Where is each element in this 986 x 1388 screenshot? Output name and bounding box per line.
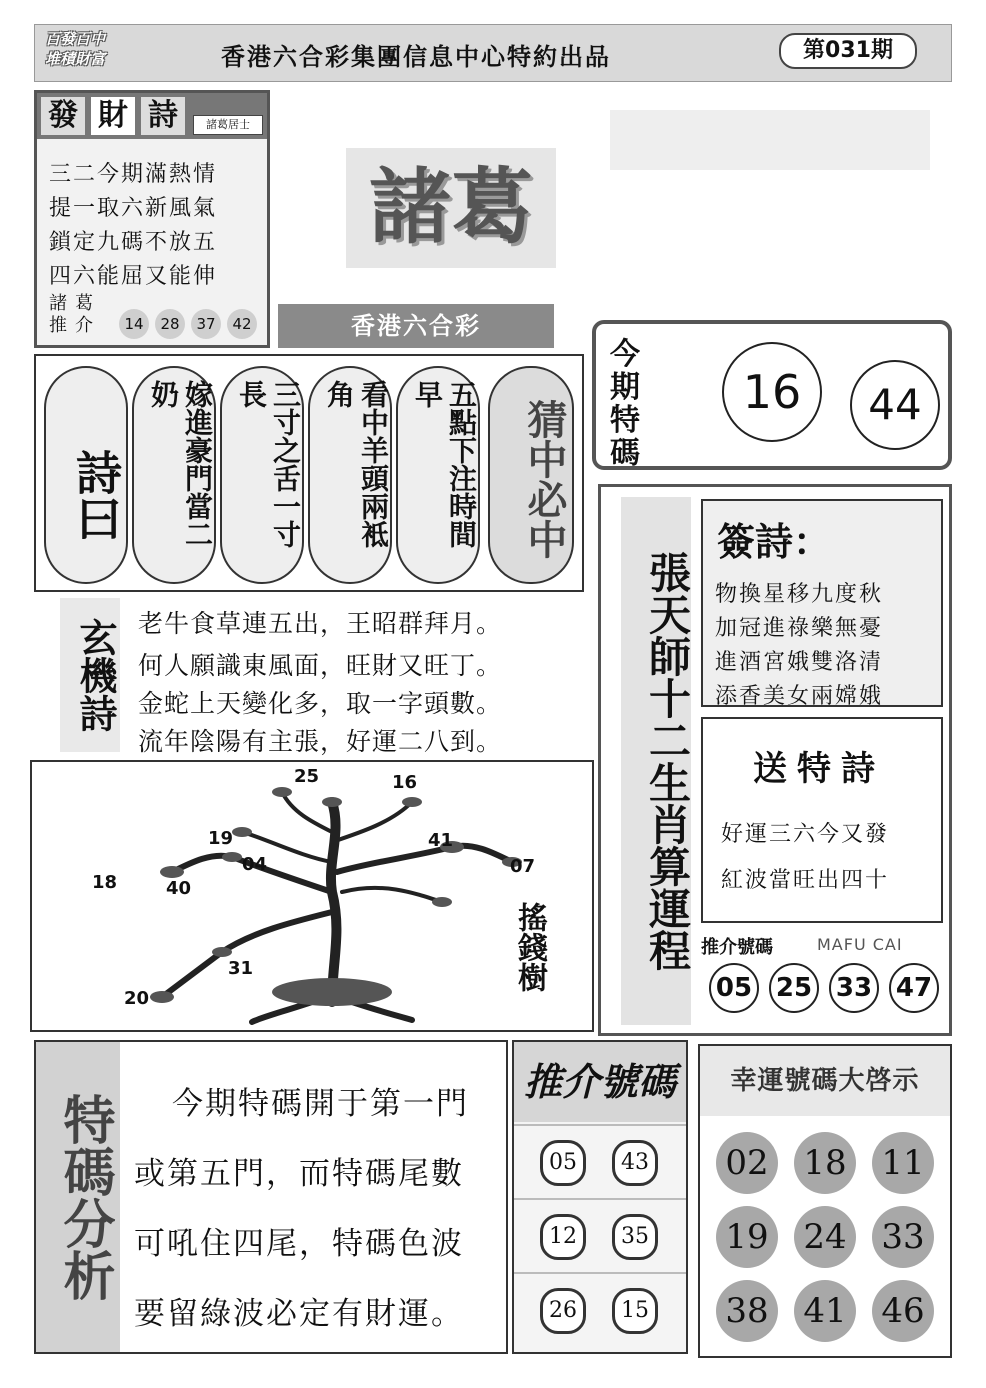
analysis-line: 今期特碼開于第一門 (172, 1086, 469, 1122)
qian-poem-box (701, 499, 943, 707)
tree-number: 25 (294, 766, 320, 787)
recommend-numbers-title: 推介號碼 (514, 1042, 686, 1122)
special-analysis-box (34, 1040, 508, 1354)
recommend-row (514, 1198, 686, 1272)
tree-number: 40 (166, 878, 192, 899)
today-special-box (592, 320, 952, 470)
xuanji-line: 流年陰陽有主張，好運二八到。 (138, 727, 503, 756)
qian-title: 簽詩： (717, 520, 832, 564)
tree-number: 31 (228, 958, 254, 979)
xuanji-line: 金蛇上天變化多，取一字頭數。 (138, 689, 503, 718)
analysis-line: 或第五門，而特碼尾數 (134, 1156, 464, 1192)
money-tree-caption: 搖錢樹 (512, 902, 547, 992)
special-analysis-title: 特碼分析 (36, 1042, 120, 1352)
shiyue-line: 五點下注時間早 (411, 380, 478, 548)
recommend-numbers-box (512, 1040, 688, 1354)
shiyue-line: 看中羊頭兩袛角 (323, 380, 390, 548)
tree-number: 41 (428, 830, 454, 851)
today-special-number: 44 (850, 360, 940, 450)
qian-line: 物換星移九度秋 (715, 582, 884, 607)
lucky-number: 18 (794, 1132, 856, 1194)
recommend-label: 推介號碼 (701, 937, 773, 958)
qian-line: 進酒宮娥雙洛清 (715, 650, 884, 675)
facai-title-char: 詩 (141, 97, 185, 135)
tree-number: 07 (510, 856, 536, 877)
xuanji-line: 何人願識東風面，旺財又旺丁。 (138, 651, 503, 680)
money-tree-box (30, 760, 594, 1032)
lottery-name-bar: 香港六合彩 (278, 304, 554, 348)
shiyue-label: 詩曰 (69, 449, 123, 541)
shiyue-line-pill (132, 366, 216, 584)
recommend-shield-number: 15 (612, 1288, 658, 1334)
facai-number: 14 (119, 309, 149, 339)
analysis-line: 要留綠波必定有財運。 (134, 1296, 464, 1332)
shiyue-tagline-pill (488, 366, 574, 584)
lucky-number: 02 (716, 1132, 778, 1194)
facai-line: 三二今期滿熱情 (49, 162, 218, 187)
facai-number: 28 (155, 309, 185, 339)
facai-title-bar (37, 93, 267, 139)
recommend-sub-label: MAFU CAI (817, 935, 903, 954)
tree-number: 04 (242, 854, 268, 875)
facai-line: 四六能屈又能伸 (49, 264, 218, 289)
shiyue-line-pill (308, 366, 392, 584)
lucky-number: 38 (716, 1280, 778, 1342)
recommend-shield-number: 43 (612, 1140, 658, 1186)
recommend-number: 33 (829, 963, 879, 1013)
slogan: 百發百中 堆積財富 (45, 30, 106, 68)
facai-recommend-label: 諸葛推介 (49, 293, 101, 336)
lucky-numbers-box (698, 1044, 952, 1358)
tree-number: 16 (392, 772, 418, 793)
facai-line: 鎖定九碼不放五 (49, 230, 218, 255)
facai-number: 37 (191, 309, 221, 339)
recommend-shield-number: 35 (612, 1214, 658, 1260)
song-title: 送特詩 (753, 749, 885, 789)
banner-title: 諸葛 (346, 148, 556, 268)
analysis-line: 可吼住四尾，特碼色波 (134, 1226, 464, 1262)
facai-number: 42 (227, 309, 257, 339)
tree-number: 18 (92, 872, 118, 893)
tree-number: 19 (208, 828, 234, 849)
facai-line: 提一取六新風氣 (49, 196, 218, 221)
xuanji-title: 玄機詩 (60, 598, 120, 752)
song-poem-box (701, 717, 943, 923)
tree-number: 20 (124, 988, 150, 1009)
recommend-number: 47 (889, 963, 939, 1013)
issue-badge: 第031期 (779, 33, 917, 69)
lucky-number: 41 (794, 1280, 856, 1342)
shiyue-line: 嫁進豪門當二奶 (147, 380, 214, 548)
zhang-tianshi-title: 張天師十二生肖算運程 (621, 497, 691, 1025)
today-special-number: 16 (722, 342, 822, 442)
qian-line: 加冠進祿樂無憂 (715, 616, 884, 641)
recommend-shield-number: 26 (540, 1288, 586, 1334)
recommend-shield-number: 05 (540, 1140, 586, 1186)
lucky-number: 24 (794, 1206, 856, 1268)
recommend-shield-number: 12 (540, 1214, 586, 1260)
recommend-number: 25 (769, 963, 819, 1013)
recommend-row (514, 1272, 686, 1346)
song-line: 好運三六今又發 (721, 822, 890, 847)
recommend-number: 05 (709, 963, 759, 1013)
shiyue-label-pill (44, 366, 128, 584)
banner-decoration (610, 110, 930, 170)
facai-poem-box (34, 90, 270, 348)
xuanji-line: 老牛食草連五出，王昭群拜月。 (138, 609, 503, 638)
lucky-number: 33 (872, 1206, 934, 1268)
lucky-numbers-title: 幸運號碼大啓示 (700, 1046, 950, 1116)
facai-author: 諸葛居士 (193, 115, 263, 135)
song-line: 紅波當旺出四十 (721, 868, 890, 893)
shiyue-poem-box (34, 354, 584, 592)
qian-line: 添香美女兩嫦娥 (715, 684, 884, 709)
shiyue-tagline: 猜中必中 (521, 399, 567, 559)
zhang-tianshi-box (598, 484, 952, 1036)
lucky-number: 46 (872, 1280, 934, 1342)
recommend-row (514, 1124, 686, 1198)
publisher-title: 香港六合彩集團信息中心特約出品 (221, 43, 611, 71)
lucky-number: 19 (716, 1206, 778, 1268)
shiyue-line-pill (220, 366, 304, 584)
shiyue-line: 三寸之舌一寸長 (235, 380, 302, 548)
header-bar (34, 24, 952, 82)
lucky-number: 11 (872, 1132, 934, 1194)
today-special-label: 今期特碼 (610, 337, 640, 471)
facai-title-char: 財 (91, 97, 135, 135)
facai-title-char: 發 (41, 97, 85, 135)
banner (290, 90, 954, 302)
shiyue-line-pill (396, 366, 480, 584)
